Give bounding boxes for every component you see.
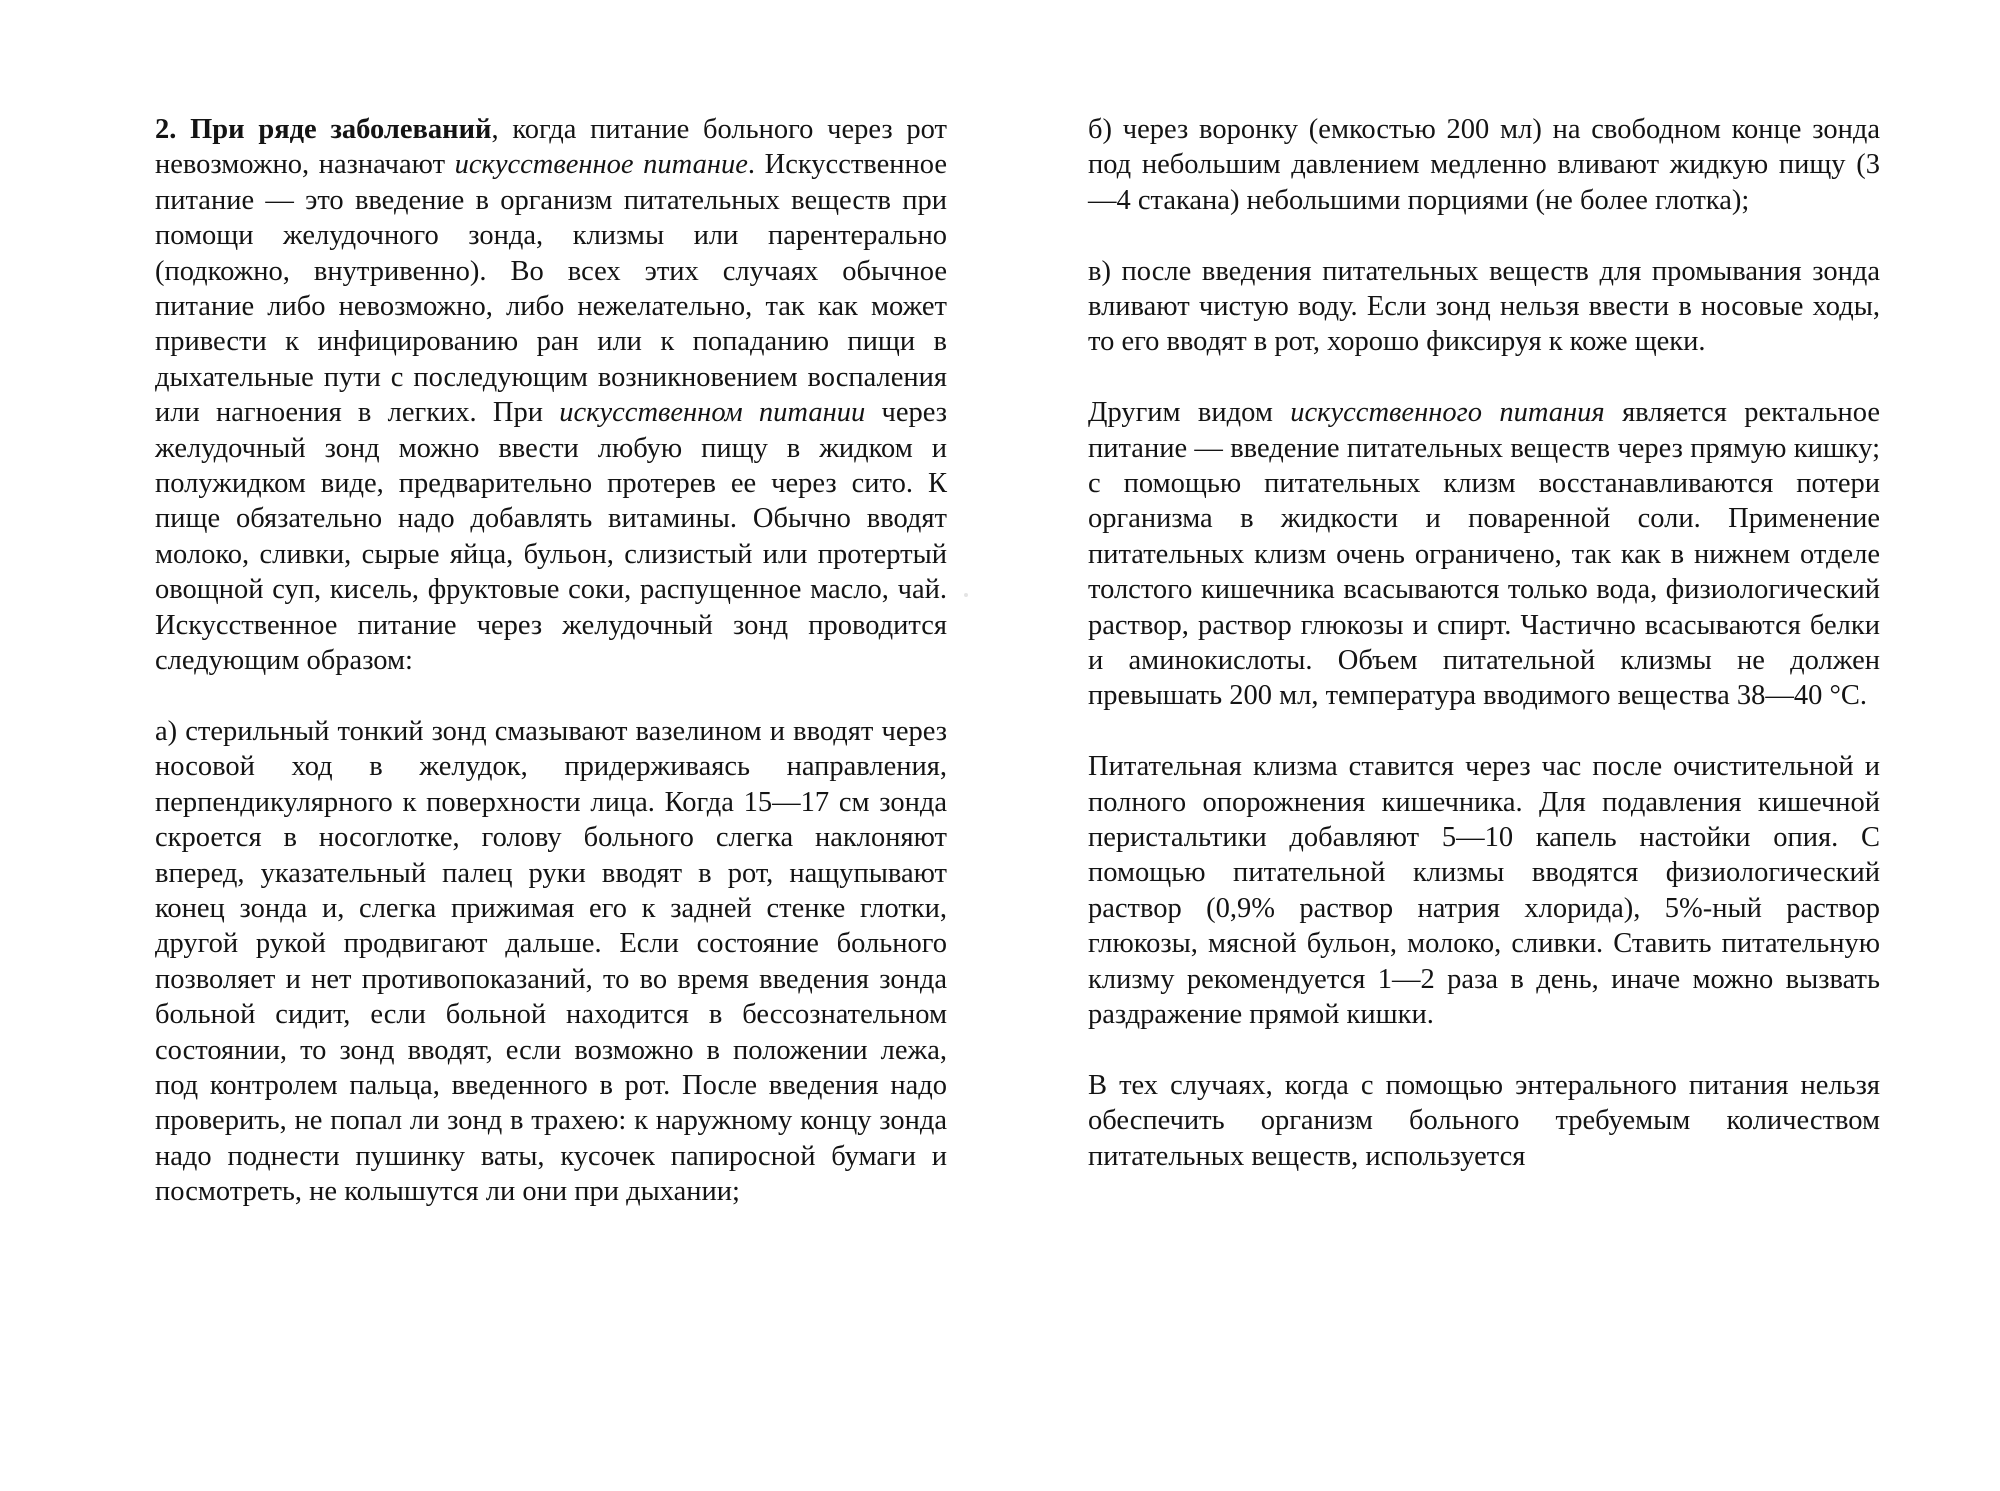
right-paragraph-step-b: б) через воронку (емкостью 200 мл) на свободном конце зонда под небольшим давлением медленно вливают жидкую пищу (3—4 стакана) небольшими порциями (не более глотка); xyxy=(1088,114,1880,216)
right-paragraph-enteral: В тех случаях, когда с помощью энтерального питания нельзя обеспечить организм больного требуемым количеством питательных веществ, используется xyxy=(1088,1069,1880,1172)
paragraph-text: через желудочный зонд можно ввести любую пищу в жидком и полужидком виде, предварительно протерев ее через сито. К пище обязательно надо добавлять витамины. Обычно вводят молоко, сливки, сырые яйца, бульон, слизистый или протертый овощной суп, кисель, фруктовые соки, распущенное масло, чай. Искусственное питание через желудочный зонд проводится следующим образом: xyxy=(155,397,947,677)
right-paragraph-step-c: в) после введения питательных веществ для промывания зонда вливают чистую воду. Если зонд нельзя ввести в носовые ходы, то его вводят в рот, хорошо фиксируя к коже щеки. xyxy=(1088,255,1880,358)
paragraph-text: . Искусственное питание — это введение в организм питательных веществ при помощи желудочного зонда, клизмы или парентерально (подкожно, внутривенно). Во всех этих случаях обычное питание либо невозможно, либо нежелательно, так как может привести к инфицированию ран или к попаданию пищи в дыхательные пути с последующим возникновением воспаления или нагноения в легких. При xyxy=(155,149,947,429)
right-paragraph-rectal-feeding xyxy=(1088,395,1880,714)
left-page xyxy=(155,112,947,1245)
right-paragraph-nutrient-enema: Питательная клизма ставится через час после очистительной и полного опорожнения кишечника. Для подавления кишечной перистальтики добавляют 5—10 капель настойки опия. С помощью питательной клизмы вводятся физиологический раствор (0,9% раствор натрия хлорида), 5%-ный раствор глюкозы, мясной бульон, молоко, сливки. Ставить питательную клизму рекомендуется 1—2 раза в день, иначе можно вызвать раздражение прямой кишки. xyxy=(1088,751,1880,1031)
left-paragraph-step-a: а) стерильный тонкий зонд смазывают вазелином и вводят через носовой ход в желудок, придерживаясь направления, перпендикулярного к поверхности лица. Когда 15—17 см зонда скроется в носоглотке, голову больного слегка наклоняют вперед, указательный палец руки вводят в рот, нащупывают конец зонда и, слегка прижимая его к задней стенке глотки, другой рукой продвигают дальше. Если состояние больного позволяет и нет противопоказаний, то во время введения зонда больной сидит, если больной находится в бессознательном состоянии, то зонд вводят, если возможно в положении лежа, под контролем пальца, введенного в рот. После введения надо проверить, не попал ли зонд в трахею: к наружному концу зонда надо поднести пушинку ваты, кусочек папиросной бумаги и посмотреть, не колышутся ли они при дыхании; xyxy=(155,715,947,1208)
right-page xyxy=(1088,112,1880,1174)
paragraph-text: , когда питание больного через рот невозможно, назначают xyxy=(155,114,947,181)
left-paragraph-artificial-feeding xyxy=(155,112,947,679)
paragraph-text: Другим видом xyxy=(1088,397,1291,429)
paragraph-lead-bold: 2. При ряде заболеваний xyxy=(155,114,492,145)
paragraph-text: является ректальное питание — введение питательных веществ через прямую кишку; с помощью питательных клизм восстанавливаются потери организма в жидкости и поваренной соли. Применение питательных клизм очень ограничено, так как в нижнем отделе толстого кишечника всасываются только вода, физиологический раствор, раствор глюкозы и спирт. Частично всасываются белки и аминокислоты. Объем питательной клизмы не должен превышать 200 мл, температура вводимого вещества 38—40 °С. xyxy=(1088,397,1880,712)
italic-term: искусственного питания xyxy=(1290,397,1605,429)
scan-speck xyxy=(964,593,968,597)
italic-term: искусственном питании xyxy=(559,397,866,429)
italic-term: искусственное питание xyxy=(454,149,748,181)
